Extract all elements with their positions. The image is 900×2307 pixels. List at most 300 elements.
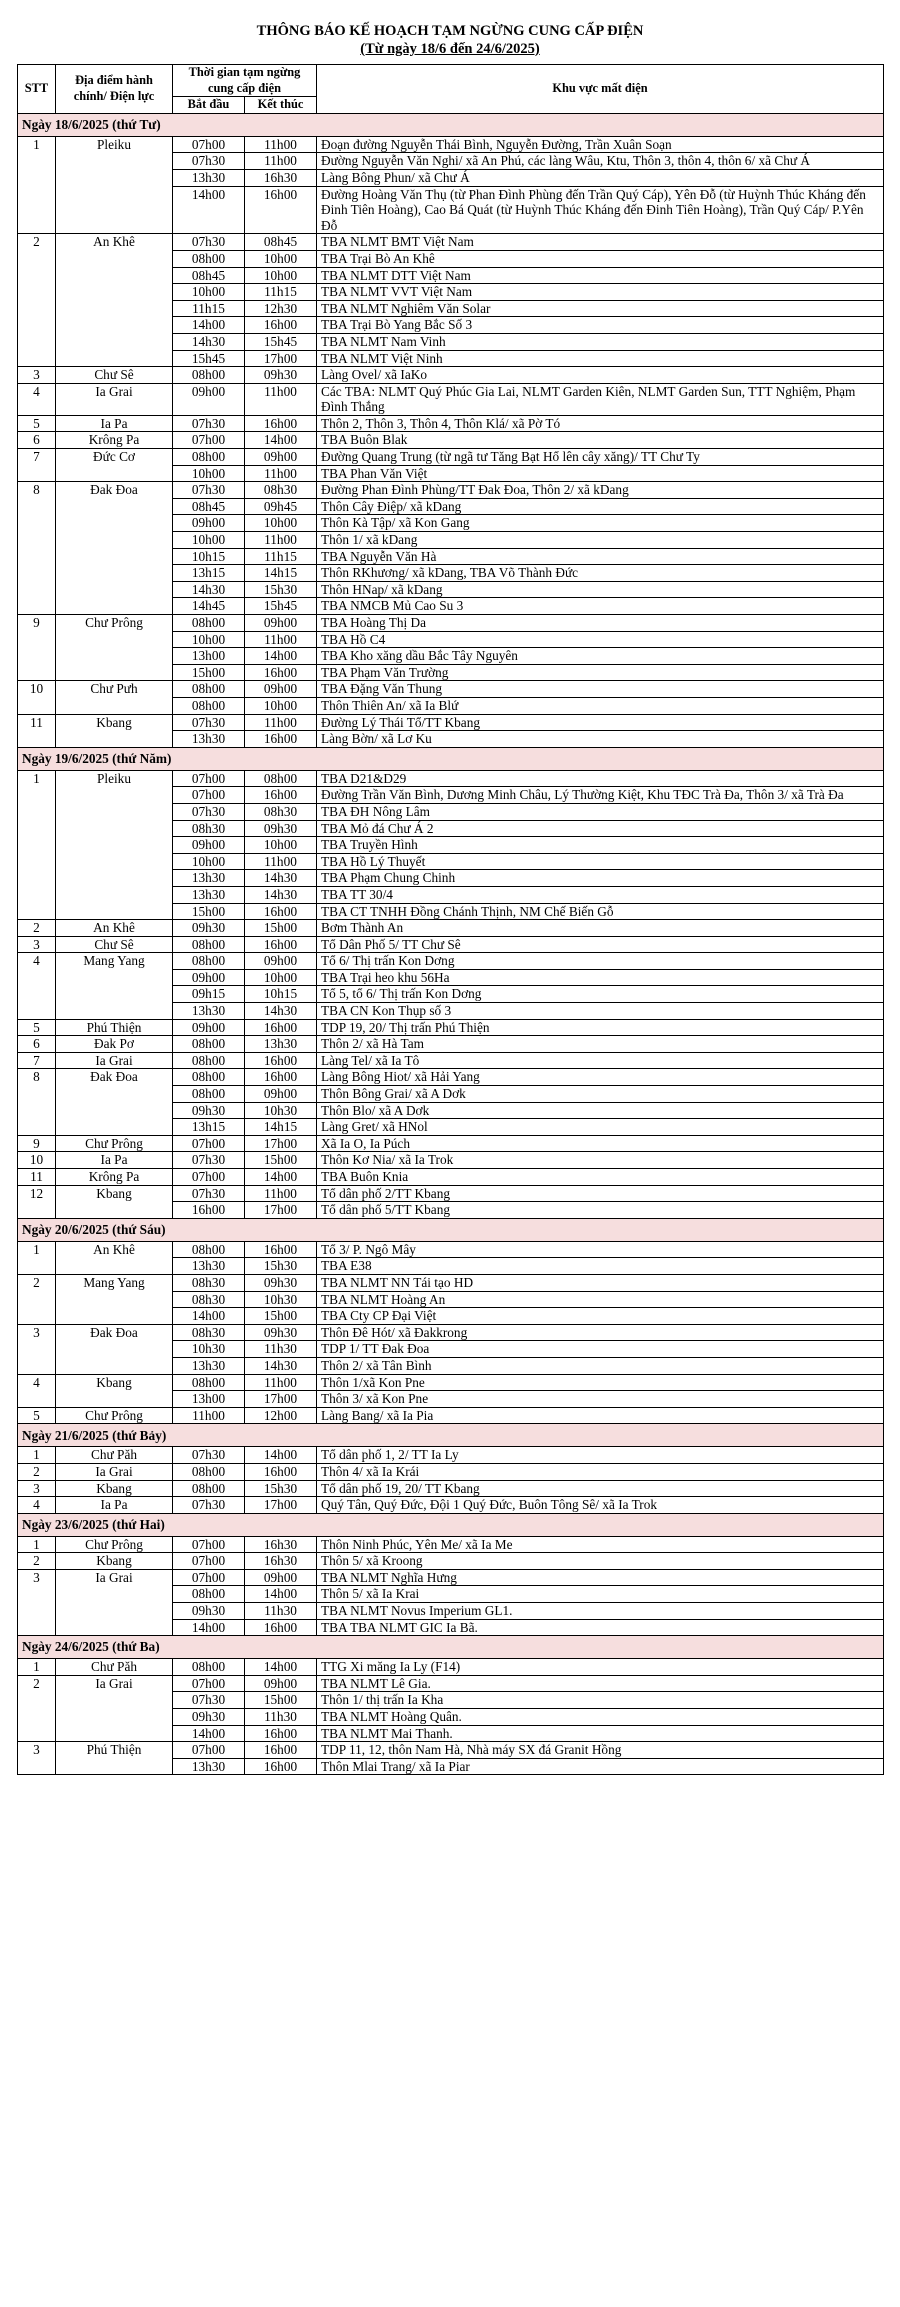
stt-cell: 9 <box>18 615 56 632</box>
area-cell: Thôn 2/ xã Tân Bình <box>317 1357 884 1374</box>
end-time-cell: 16h30 <box>245 1553 317 1570</box>
outage-table-body <box>18 113 884 1775</box>
unit-cell <box>56 820 173 837</box>
table-row <box>18 664 884 681</box>
unit-cell <box>56 1709 173 1726</box>
unit-cell <box>56 317 173 334</box>
stt-cell: 8 <box>18 482 56 499</box>
table-row <box>18 1202 884 1219</box>
unit-cell <box>56 731 173 748</box>
table-row <box>18 697 884 714</box>
table-row <box>18 1586 884 1603</box>
area-cell: Thôn RKhương/ xã kDang, TBA Võ Thành Đức <box>317 565 884 582</box>
table-row <box>18 1463 884 1480</box>
start-time-cell: 08h00 <box>173 367 245 384</box>
area-cell: Thôn Kà Tập/ xã Kon Gang <box>317 515 884 532</box>
stt-cell <box>18 1202 56 1219</box>
area-cell: TBA NLMT Mai Thanh. <box>317 1725 884 1742</box>
end-time-cell: 09h00 <box>245 1569 317 1586</box>
start-time-cell: 08h00 <box>173 1659 245 1676</box>
stt-cell <box>18 333 56 350</box>
area-cell: TBA TBA NLMT GIC Ia Bã. <box>317 1619 884 1636</box>
header-start: Bắt đầu <box>173 97 245 114</box>
start-time-cell: 10h00 <box>173 631 245 648</box>
stt-cell <box>18 1603 56 1620</box>
area-cell: Tổ 6/ Thị trấn Kon Dơng <box>317 953 884 970</box>
table-row <box>18 1497 884 1514</box>
day-label: Ngày 18/6/2025 (thứ Tư) <box>18 113 884 136</box>
area-cell: TBA NLMT Việt Ninh <box>317 350 884 367</box>
unit-cell: Mang Yang <box>56 953 173 970</box>
start-time-cell: 08h00 <box>173 449 245 466</box>
stt-cell <box>18 1619 56 1636</box>
unit-cell <box>56 986 173 1003</box>
start-time-cell: 13h30 <box>173 169 245 186</box>
unit-cell: Mang Yang <box>56 1274 173 1291</box>
table-row <box>18 1692 884 1709</box>
start-time-cell: 07h00 <box>173 1536 245 1553</box>
table-row <box>18 770 884 787</box>
table-row <box>18 1036 884 1053</box>
stt-cell: 11 <box>18 1169 56 1186</box>
start-time-cell: 10h00 <box>173 465 245 482</box>
unit-cell <box>56 1586 173 1603</box>
end-time-cell: 10h00 <box>245 267 317 284</box>
area-cell: TBA NLMT Nghĩa Hưng <box>317 1569 884 1586</box>
end-time-cell: 09h30 <box>245 1274 317 1291</box>
end-time-cell: 09h00 <box>245 1675 317 1692</box>
stt-cell: 2 <box>18 1553 56 1570</box>
stt-cell <box>18 169 56 186</box>
area-cell: TBA TT 30/4 <box>317 886 884 903</box>
table-row <box>18 714 884 731</box>
stt-cell: 3 <box>18 367 56 384</box>
start-time-cell: 08h00 <box>173 1586 245 1603</box>
unit-cell <box>56 1619 173 1636</box>
stt-cell <box>18 565 56 582</box>
stt-cell <box>18 731 56 748</box>
start-time-cell: 08h00 <box>173 615 245 632</box>
end-time-cell: 10h00 <box>245 969 317 986</box>
stt-cell: 3 <box>18 1742 56 1759</box>
start-time-cell: 07h30 <box>173 153 245 170</box>
start-time-cell: 09h00 <box>173 1019 245 1036</box>
start-time-cell: 07h00 <box>173 136 245 153</box>
unit-cell: Kbang <box>56 1185 173 1202</box>
area-cell: TBA Hoàng Thị Da <box>317 615 884 632</box>
table-row <box>18 1758 884 1775</box>
table-row <box>18 482 884 499</box>
end-time-cell: 11h00 <box>245 532 317 549</box>
unit-cell <box>56 498 173 515</box>
end-time-cell: 11h15 <box>245 284 317 301</box>
unit-cell: Ia Pa <box>56 1497 173 1514</box>
area-cell: TBA Trại Bò An Khê <box>317 250 884 267</box>
unit-cell: Chư Pưh <box>56 681 173 698</box>
end-time-cell: 08h30 <box>245 482 317 499</box>
unit-cell: Ia Grai <box>56 383 173 415</box>
start-time-cell: 07h30 <box>173 415 245 432</box>
stt-cell <box>18 886 56 903</box>
end-time-cell: 15h00 <box>245 1152 317 1169</box>
table-row <box>18 886 884 903</box>
area-cell: Thôn 2, Thôn 3, Thôn 4, Thôn Klá/ xã Pờ Tó <box>317 415 884 432</box>
stt-cell <box>18 1758 56 1775</box>
start-time-cell: 07h00 <box>173 770 245 787</box>
start-time-cell: 14h00 <box>173 1308 245 1325</box>
area-cell: TBA Phạm Chung Chinh <box>317 870 884 887</box>
day-label: Ngày 20/6/2025 (thứ Sáu) <box>18 1218 884 1241</box>
end-time-cell: 10h30 <box>245 1102 317 1119</box>
end-time-cell: 10h30 <box>245 1291 317 1308</box>
end-time-cell: 16h00 <box>245 1069 317 1086</box>
end-time-cell: 16h00 <box>245 317 317 334</box>
area-cell: Thôn Kơ Nia/ xã Ia Trok <box>317 1152 884 1169</box>
end-time-cell: 16h30 <box>245 1536 317 1553</box>
table-row <box>18 1086 884 1103</box>
area-cell: TBA Trại Bò Yang Bắc Số 3 <box>317 317 884 334</box>
area-cell: Thôn 2/ xã Hà Tam <box>317 1036 884 1053</box>
unit-cell <box>56 1202 173 1219</box>
unit-cell: Phú Thiện <box>56 1742 173 1759</box>
stt-cell: 5 <box>18 1407 56 1424</box>
stt-cell: 3 <box>18 1569 56 1586</box>
start-time-cell: 07h30 <box>173 482 245 499</box>
end-time-cell: 15h00 <box>245 1308 317 1325</box>
unit-cell <box>56 1102 173 1119</box>
table-row <box>18 1536 884 1553</box>
stt-cell <box>18 284 56 301</box>
stt-cell <box>18 903 56 920</box>
end-time-cell: 11h00 <box>245 465 317 482</box>
end-time-cell: 11h00 <box>245 853 317 870</box>
start-time-cell: 07h00 <box>173 1135 245 1152</box>
start-time-cell: 07h30 <box>173 1692 245 1709</box>
area-cell: TBA NLMT Novus Imperium GL1. <box>317 1603 884 1620</box>
unit-cell <box>56 515 173 532</box>
unit-cell <box>56 1341 173 1358</box>
day-label: Ngày 24/6/2025 (thứ Ba) <box>18 1636 884 1659</box>
stt-cell: 7 <box>18 1052 56 1069</box>
table-row <box>18 837 884 854</box>
stt-cell <box>18 664 56 681</box>
end-time-cell: 16h30 <box>245 169 317 186</box>
area-cell: TBA Truyền Hình <box>317 837 884 854</box>
stt-cell <box>18 870 56 887</box>
start-time-cell: 07h00 <box>173 1675 245 1692</box>
start-time-cell: 14h00 <box>173 1619 245 1636</box>
end-time-cell: 16h00 <box>245 1619 317 1636</box>
unit-cell: Ia Grai <box>56 1569 173 1586</box>
end-time-cell: 13h30 <box>245 1036 317 1053</box>
end-time-cell: 09h00 <box>245 615 317 632</box>
start-time-cell: 10h00 <box>173 532 245 549</box>
unit-cell: Phú Thiện <box>56 1019 173 1036</box>
end-time-cell: 14h15 <box>245 1119 317 1136</box>
start-time-cell: 13h00 <box>173 1391 245 1408</box>
area-cell: TBA Trại heo khu 56Ha <box>317 969 884 986</box>
end-time-cell: 14h30 <box>245 886 317 903</box>
area-cell: TBA Kho xăng dầu Bắc Tây Nguyên <box>317 648 884 665</box>
table-row <box>18 250 884 267</box>
unit-cell <box>56 1692 173 1709</box>
unit-cell: Chư Prông <box>56 1407 173 1424</box>
unit-cell: Chư Sê <box>56 367 173 384</box>
table-row <box>18 1291 884 1308</box>
stt-cell <box>18 465 56 482</box>
unit-cell: Pleiku <box>56 136 173 153</box>
start-time-cell: 10h00 <box>173 853 245 870</box>
day-header-row <box>18 1424 884 1447</box>
stt-cell <box>18 1308 56 1325</box>
end-time-cell: 17h00 <box>245 350 317 367</box>
area-cell: TBA Buôn Blak <box>317 432 884 449</box>
day-label: Ngày 21/6/2025 (thứ Bảy) <box>18 1424 884 1447</box>
start-time-cell: 08h00 <box>173 1036 245 1053</box>
start-time-cell: 08h45 <box>173 267 245 284</box>
end-time-cell: 11h00 <box>245 1185 317 1202</box>
start-time-cell: 07h00 <box>173 1569 245 1586</box>
area-cell: Thôn 5/ xã Kroong <box>317 1553 884 1570</box>
unit-cell: Kbang <box>56 1480 173 1497</box>
start-time-cell: 14h00 <box>173 1725 245 1742</box>
end-time-cell: 15h45 <box>245 598 317 615</box>
unit-cell <box>56 631 173 648</box>
area-cell: TBA Buôn Knia <box>317 1169 884 1186</box>
end-time-cell: 09h45 <box>245 498 317 515</box>
end-time-cell: 11h00 <box>245 714 317 731</box>
stt-cell <box>18 598 56 615</box>
day-header-row <box>18 1218 884 1241</box>
end-time-cell: 11h15 <box>245 548 317 565</box>
unit-cell <box>56 250 173 267</box>
table-row <box>18 598 884 615</box>
unit-cell: Ia Grai <box>56 1463 173 1480</box>
stt-cell: 12 <box>18 1185 56 1202</box>
start-time-cell: 08h30 <box>173 1291 245 1308</box>
start-time-cell: 15h00 <box>173 664 245 681</box>
table-row <box>18 1324 884 1341</box>
table-row <box>18 1003 884 1020</box>
area-cell: Thôn Đê Hót/ xã Đakkrong <box>317 1324 884 1341</box>
unit-cell <box>56 565 173 582</box>
stt-cell: 10 <box>18 1152 56 1169</box>
end-time-cell: 11h30 <box>245 1341 317 1358</box>
end-time-cell: 16h00 <box>245 1019 317 1036</box>
unit-cell <box>56 1391 173 1408</box>
area-cell: Tổ 5, tổ 6/ Thị trấn Kon Dơng <box>317 986 884 1003</box>
unit-cell <box>56 581 173 598</box>
unit-cell: Ia Grai <box>56 1675 173 1692</box>
area-cell: TBA NLMT Lê Gia. <box>317 1675 884 1692</box>
unit-cell <box>56 267 173 284</box>
stt-cell <box>18 697 56 714</box>
area-cell: Làng Bông Hiot/ xã Hải Yang <box>317 1069 884 1086</box>
table-row <box>18 1308 884 1325</box>
table-row <box>18 681 884 698</box>
stt-cell: 11 <box>18 714 56 731</box>
table-row <box>18 1569 884 1586</box>
unit-cell: An Khê <box>56 234 173 251</box>
table-row <box>18 1102 884 1119</box>
unit-cell: Pleiku <box>56 770 173 787</box>
end-time-cell: 16h00 <box>245 731 317 748</box>
stt-cell: 1 <box>18 1241 56 1258</box>
start-time-cell: 08h00 <box>173 697 245 714</box>
stt-cell <box>18 317 56 334</box>
table-row <box>18 648 884 665</box>
table-row <box>18 1603 884 1620</box>
end-time-cell: 16h00 <box>245 936 317 953</box>
stt-cell <box>18 787 56 804</box>
end-time-cell: 14h15 <box>245 565 317 582</box>
stt-cell <box>18 186 56 234</box>
end-time-cell: 09h00 <box>245 681 317 698</box>
end-time-cell: 11h00 <box>245 631 317 648</box>
start-time-cell: 15h00 <box>173 903 245 920</box>
end-time-cell: 14h30 <box>245 1003 317 1020</box>
day-header-row <box>18 1513 884 1536</box>
unit-cell <box>56 1258 173 1275</box>
start-time-cell: 09h00 <box>173 515 245 532</box>
stt-cell <box>18 350 56 367</box>
unit-cell <box>56 648 173 665</box>
end-time-cell: 16h00 <box>245 1052 317 1069</box>
start-time-cell: 14h00 <box>173 317 245 334</box>
unit-cell <box>56 333 173 350</box>
area-cell: Thôn 1/ xã kDang <box>317 532 884 549</box>
stt-cell <box>18 1692 56 1709</box>
unit-cell <box>56 1119 173 1136</box>
end-time-cell: 16h00 <box>245 903 317 920</box>
start-time-cell: 08h00 <box>173 1086 245 1103</box>
stt-cell: 3 <box>18 1480 56 1497</box>
start-time-cell: 13h30 <box>173 870 245 887</box>
start-time-cell: 09h30 <box>173 1102 245 1119</box>
start-time-cell: 11h15 <box>173 300 245 317</box>
area-cell: Thôn Mlai Trang/ xã Ia Piar <box>317 1758 884 1775</box>
stt-cell: 2 <box>18 1675 56 1692</box>
table-row <box>18 1619 884 1636</box>
start-time-cell: 07h00 <box>173 787 245 804</box>
end-time-cell: 16h00 <box>245 186 317 234</box>
table-row <box>18 415 884 432</box>
stt-cell <box>18 1586 56 1603</box>
area-cell: Quý Tân, Quý Đức, Đội 1 Quý Đức, Buôn Tông Sê/ xã Ia Trok <box>317 1497 884 1514</box>
header-unit: Địa điểm hành chính/ Điện lực <box>56 65 173 114</box>
start-time-cell: 08h45 <box>173 498 245 515</box>
unit-cell <box>56 787 173 804</box>
table-row <box>18 870 884 887</box>
unit-cell: An Khê <box>56 1241 173 1258</box>
unit-cell: Đak Đoa <box>56 1069 173 1086</box>
area-cell: TBA Phan Văn Việt <box>317 465 884 482</box>
start-time-cell: 07h00 <box>173 1742 245 1759</box>
end-time-cell: 16h00 <box>245 787 317 804</box>
unit-cell <box>56 837 173 854</box>
stt-cell <box>18 1102 56 1119</box>
end-time-cell: 10h00 <box>245 515 317 532</box>
unit-cell <box>56 300 173 317</box>
table-row <box>18 1258 884 1275</box>
area-cell: TBA NLMT Nam Vinh <box>317 333 884 350</box>
start-time-cell: 08h00 <box>173 1480 245 1497</box>
header-time-group: Thời gian tạm ngừng cung cấp điện <box>173 65 317 97</box>
unit-cell <box>56 284 173 301</box>
area-cell: Làng Gret/ xã HNol <box>317 1119 884 1136</box>
area-cell: Đường Trần Văn Bình, Dương Minh Châu, Lý Thường Kiệt, Khu TĐC Trà Đa, Thôn 3/ xã Trà Đa <box>317 787 884 804</box>
table-row <box>18 267 884 284</box>
stt-cell: 2 <box>18 1463 56 1480</box>
table-row <box>18 548 884 565</box>
start-time-cell: 13h30 <box>173 1258 245 1275</box>
start-time-cell: 07h30 <box>173 1152 245 1169</box>
start-time-cell: 08h00 <box>173 250 245 267</box>
header-area: Khu vực mất điện <box>317 65 884 114</box>
end-time-cell: 16h00 <box>245 1742 317 1759</box>
start-time-cell: 07h30 <box>173 1447 245 1464</box>
stt-cell <box>18 532 56 549</box>
start-time-cell: 08h30 <box>173 1274 245 1291</box>
table-row <box>18 1185 884 1202</box>
end-time-cell: 17h00 <box>245 1391 317 1408</box>
area-cell: Thôn Thiên An/ xã Ia Blứ <box>317 697 884 714</box>
end-time-cell: 11h30 <box>245 1709 317 1726</box>
start-time-cell: 13h15 <box>173 1119 245 1136</box>
table-row <box>18 820 884 837</box>
unit-cell <box>56 548 173 565</box>
stt-cell: 1 <box>18 1536 56 1553</box>
table-row <box>18 953 884 970</box>
unit-cell: Ia Grai <box>56 1052 173 1069</box>
start-time-cell: 08h00 <box>173 953 245 970</box>
unit-cell: Ia Pa <box>56 415 173 432</box>
end-time-cell: 08h45 <box>245 234 317 251</box>
unit-cell: Đức Cơ <box>56 449 173 466</box>
stt-cell: 1 <box>18 1447 56 1464</box>
table-row <box>18 631 884 648</box>
area-cell: Thôn Blo/ xã A Dơk <box>317 1102 884 1119</box>
unit-cell <box>56 969 173 986</box>
start-time-cell: 09h30 <box>173 1709 245 1726</box>
unit-cell: Kbang <box>56 1553 173 1570</box>
table-row <box>18 1659 884 1676</box>
date-range: (Từ ngày 18/6 đến 24/6/2025) <box>360 41 540 57</box>
day-header-row <box>18 113 884 136</box>
end-time-cell: 14h00 <box>245 432 317 449</box>
unit-cell <box>56 1357 173 1374</box>
table-row <box>18 465 884 482</box>
area-cell: TBA NLMT Hoàng Quân. <box>317 1709 884 1726</box>
start-time-cell: 10h15 <box>173 548 245 565</box>
table-row <box>18 300 884 317</box>
end-time-cell: 11h00 <box>245 1374 317 1391</box>
area-cell: Thôn Ninh Phúc, Yên Me/ xã Ia Me <box>317 1536 884 1553</box>
unit-cell: Đak Pơ <box>56 1036 173 1053</box>
unit-cell: Đak Đoa <box>56 1324 173 1341</box>
unit-cell <box>56 1291 173 1308</box>
end-time-cell: 11h30 <box>245 1603 317 1620</box>
start-time-cell: 08h30 <box>173 1324 245 1341</box>
end-time-cell: 11h00 <box>245 136 317 153</box>
end-time-cell: 16h00 <box>245 1758 317 1775</box>
start-time-cell: 08h00 <box>173 681 245 698</box>
start-time-cell: 14h30 <box>173 581 245 598</box>
table-row <box>18 515 884 532</box>
area-cell: Bơm Thành An <box>317 920 884 937</box>
unit-cell <box>56 1725 173 1742</box>
stt-cell <box>18 820 56 837</box>
